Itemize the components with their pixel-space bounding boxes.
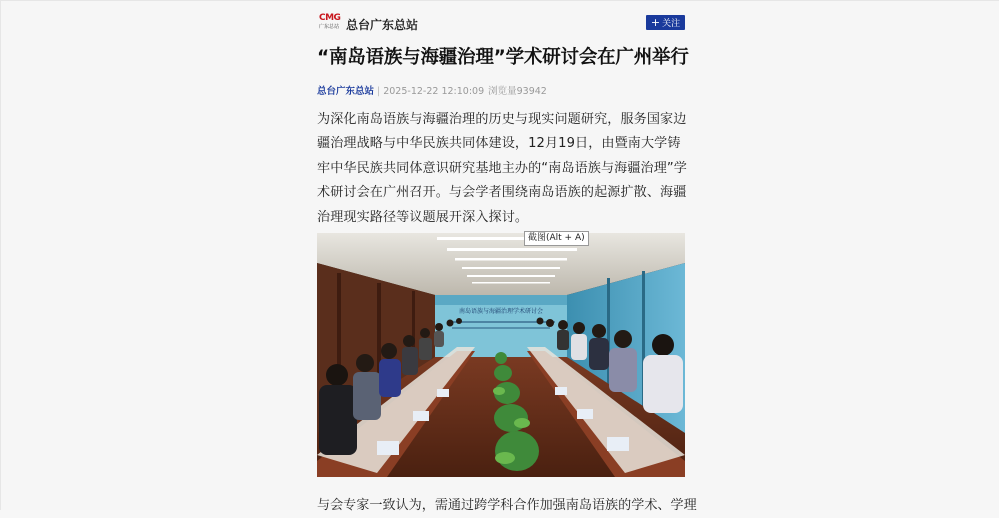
- article-meta: [317, 83, 685, 97]
- article-photo[interactable]: [317, 233, 685, 477]
- article-datetime: 2025-12-22 12:10:09: [383, 86, 485, 97]
- channel-name[interactable]: 总台广东总站: [346, 18, 419, 32]
- article: [317, 1, 697, 513]
- follow-label: 关注: [662, 19, 681, 29]
- article-paragraph: 为深化南岛语族与海疆治理的历史与现实问题研究，服务国家边疆治理战略与中华民族共同体建设，12月19日，由暨南大学铸牢中华民族共同体意识研究基地主办的“南岛语族与海疆治理”学术研讨会在广州召开。与会学者围绕南岛语族的起源扩散、海疆治理现实路径等议题展开深入探讨。: [317, 112, 687, 225]
- plus-icon: +: [650, 16, 661, 29]
- follow-button[interactable]: [646, 15, 685, 30]
- logo-text: CMG: [319, 13, 341, 23]
- view-count: 浏览量93942: [488, 86, 547, 97]
- article-title: “南岛语族与海疆治理”学术研讨会在广州举行: [317, 47, 689, 68]
- channel-header: [317, 13, 685, 35]
- logo-subtext: 广东总站: [319, 24, 340, 30]
- conference-photo-illustration: [317, 233, 685, 477]
- banner-title: 南岛语族与海疆治理学术研讨会: [458, 308, 544, 315]
- article-paragraph-2: 与会专家一致认为，需通过跨学科合作加强南岛语族的学术、学理: [317, 498, 697, 513]
- article-source[interactable]: 总台广东总站: [317, 86, 375, 97]
- screenshot-tooltip: 截图(Alt + A): [524, 231, 589, 246]
- cmg-logo[interactable]: [319, 13, 341, 33]
- meta-separator: |: [377, 86, 381, 97]
